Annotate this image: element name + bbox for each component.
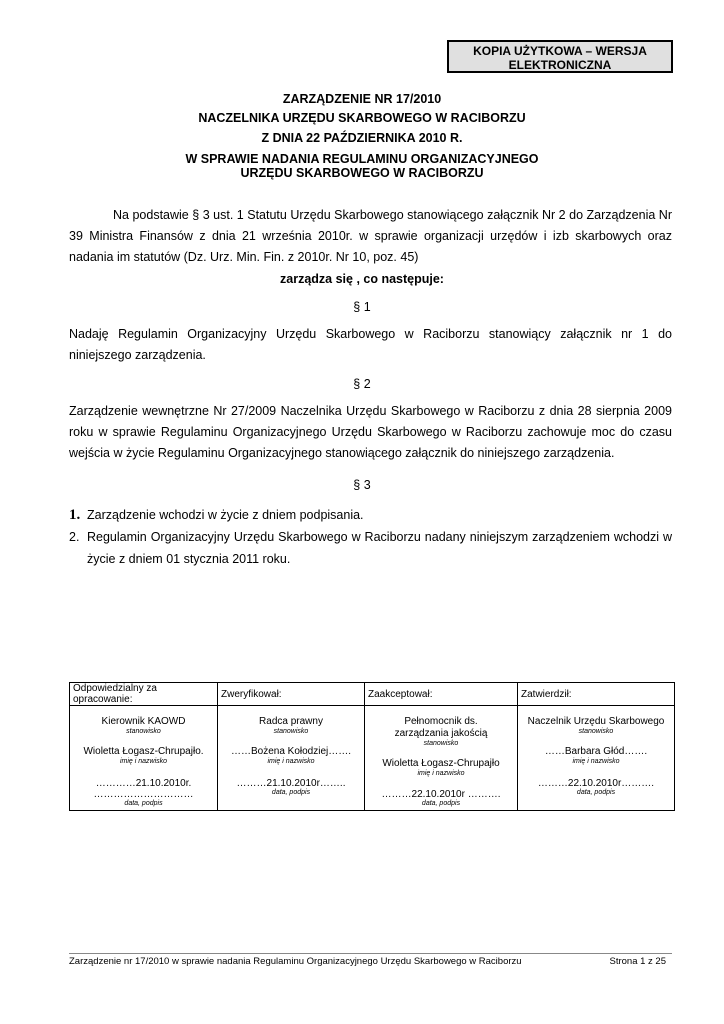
- section-2-text: Zarządzenie wewnętrzne Nr 27/2009 Naczelnika Urzędu Skarbowego w Raciborzu z dnia 28 sierpnia 2009 roku w sprawie Regulaminu Organizacyjnego Urzędu Skarbowego w Raciborzu zachowuje moc do czasu wejścia w życie Regulaminu Organizacyjnego stanowiącego załącznik do niniejszego zarządzenia.: [69, 404, 672, 460]
- name-caption: imię i nazwisko: [267, 758, 315, 765]
- signer-position-2: zarządzania jakością: [394, 728, 488, 739]
- signature-cell-approved: [518, 706, 675, 811]
- list-text: Zarządzenie wchodzi w życie z dniem podpisania.: [87, 508, 364, 522]
- signer-position: Kierownik KAOWD: [101, 716, 186, 727]
- header-verified-by: Zweryfikował:: [218, 683, 365, 706]
- date-caption: data, podpis: [124, 800, 163, 807]
- decree-clause: zarządza się , co następuje:: [280, 272, 444, 286]
- signature-date: ………21.10.2010r……..: [236, 778, 346, 789]
- list-text: Regulamin Organizacyjny Urzędu Skarbowego w Raciborzu nadany niniejszym zarządzeniem wchodzi w życie z dniem 01 stycznia 2011 roku.: [87, 530, 672, 566]
- position-caption: stanowisko: [126, 728, 161, 735]
- page-number: Strona 1 z 25: [609, 956, 666, 967]
- stamp-line-2: ELEKTRONICZNA: [508, 58, 612, 72]
- signature-cell-accepted: [365, 706, 518, 811]
- signer-name: Wioletta Łogasz-Chrupajło: [382, 758, 500, 769]
- name-caption: imię i nazwisko: [572, 758, 620, 765]
- signature-date: …………21.10.2010r.: [95, 778, 192, 789]
- signer-position: Pełnomocnik ds.: [404, 716, 478, 727]
- name-caption: imię i nazwisko: [119, 758, 168, 765]
- section-1-text: Nadaję Regulamin Organizacyjny Urzędu Skarbowego w Raciborzu stanowiący załącznik nr 1 do niniejszego zarządzenia.: [69, 327, 672, 362]
- date-caption: data, podpis: [421, 800, 461, 807]
- section-3-mark: § 3: [353, 478, 371, 492]
- header-approved-by: Zatwierdził:: [518, 683, 675, 706]
- signature-cell-verified: [218, 706, 365, 811]
- signer-name: ……Barbara Głód…….: [544, 746, 648, 757]
- signature-date: ………22.10.2010r ……….: [381, 789, 501, 800]
- approval-table: [69, 682, 675, 811]
- issuer: NACZELNIKA URZĘDU SKARBOWEGO W RACIBORZU: [198, 111, 526, 125]
- name-caption: imię i nazwisko: [417, 770, 465, 777]
- signature-date: ………22.10.2010r……….: [537, 778, 655, 789]
- header-prepared-by: Odpowiedzialny za opracowanie:: [70, 683, 218, 706]
- list-number: 2.: [69, 530, 80, 544]
- header-accepted-by: Zaakceptował:: [365, 683, 518, 706]
- footer-document-title: Zarządzenie nr 17/2010 w sprawie nadania Regulaminu Organizacyjnego Urzędu Skarbowego w Raciborzu: [69, 956, 522, 967]
- subject-line-1: W SPRAWIE NADANIA REGULAMINU ORGANIZACYJNEGO: [185, 152, 539, 166]
- signature-line: …………………………: [93, 789, 194, 800]
- date-caption: data, podpis: [576, 789, 616, 796]
- stamp-line-1: KOPIA UŻYTKOWA – WERSJA: [473, 44, 647, 58]
- subject-line-2: URZĘDU SKARBOWEGO W RACIBORZU: [240, 166, 484, 180]
- section-1-mark: § 1: [353, 300, 371, 314]
- approval-table-header: [70, 683, 675, 706]
- date-caption: data, podpis: [271, 789, 311, 796]
- copy-stamp: [447, 40, 673, 73]
- signer-name: ……Bożena Kołodziej…….: [230, 746, 352, 757]
- decree-date: Z DNIA 22 PAŹDZIERNIKA 2010 R.: [261, 131, 463, 145]
- decree-number: ZARZĄDZENIE NR 17/2010: [282, 92, 442, 106]
- approval-table-signatures: [70, 706, 675, 811]
- position-caption: stanowisko: [273, 728, 309, 735]
- signature-cell-prepared: [70, 706, 218, 811]
- legal-basis-paragraph: Na podstawie § 3 ust. 1 Statutu Urzędu Skarbowego stanowiącego załącznik Nr 2 do Zarządzenia Nr 39 Ministra Finansów z dnia 21 września 2010r. w sprawie organizacji urzędów i izb skarbowych oraz nadania im statutów (Dz. Urz. Min. Fin. z 2010r. Nr 10, poz. 45): [69, 208, 672, 264]
- position-caption: stanowisko: [423, 740, 459, 747]
- section-2-mark: § 2: [353, 377, 371, 391]
- position-caption: stanowisko: [578, 728, 614, 735]
- signer-position: Radca prawny: [259, 716, 323, 727]
- list-number: 1.: [69, 507, 81, 523]
- signer-position: Naczelnik Urzędu Skarbowego: [527, 716, 665, 727]
- list-item: [69, 526, 672, 570]
- footer-divider: [69, 953, 672, 954]
- signer-name: Wioletta Łogasz-Chrupajło.: [83, 746, 204, 757]
